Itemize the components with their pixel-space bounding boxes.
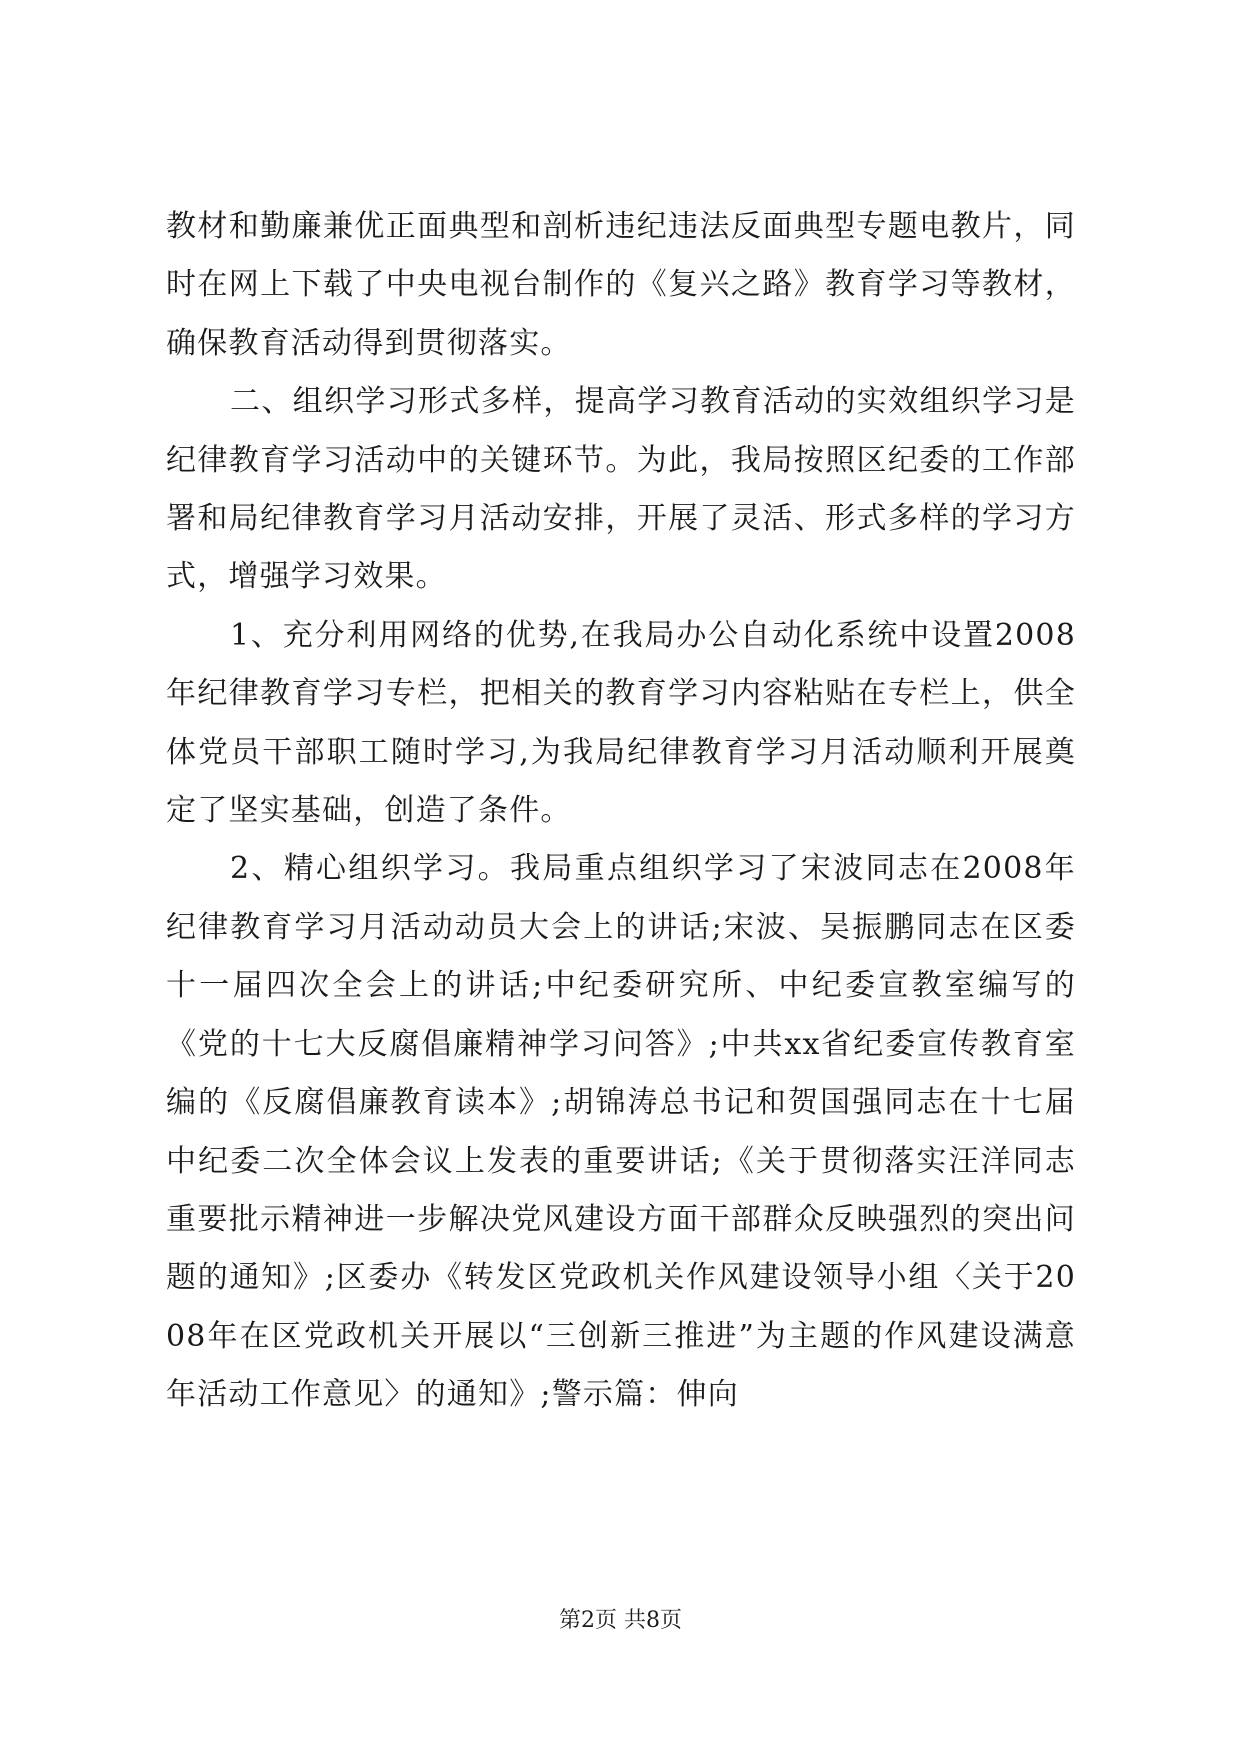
document-body [166,198,1076,1425]
page-footer: 第2页 共8页 [559,1608,682,1633]
paragraph-item-one: 1、充分利用网络的优势,在我局办公自动化系统中设置2008年纪律教育学习专栏，把相关的教育学习内容粘贴在专栏上，供全体党员干部职工随时学习,为我局纪律教育学习月活动顺利开展奠定了坚实基础，创造了条件。 [166,617,1076,829]
paragraph-item-two: 2、精心组织学习。我局重点组织学习了宋波同志在2008年纪律教育学习月活动动员大会上的讲话;宋波、吴振鹏同志在区委十一届四次全会上的讲话;中纪委研究所、中纪委宣教室编写的《党的十七大反腐倡廉精神学习问答》;中共xx省纪委宣传教育室编的《反腐倡廉教育读本》;胡锦涛总书记和贺国强同志在十七届中纪委二次全体会议上发表的重要讲话;《关于贯彻落实汪洋同志重要批示精神进一步解决党风建设方面干部群众反映强烈的突出问题的通知》;区委办《转发区党政机关作风建设领导小组〈关于2008年在区党政机关开展以“三创新三推进”为主题的作风建设满意年活动工作意见〉的通知》;警示篇：伸向 [166,851,1076,1413]
paragraph-continuation: 教材和勤廉兼优正面典型和剖析违纪违法反面典型专题电教片，同时在网上下载了中央电视台制作的《复兴之路》教育学习等教材，确保教育活动得到贯彻落实。 [166,209,1076,361]
paragraph-section-two: 二、组织学习形式多样，提高学习教育活动的实效组织学习是纪律教育学习活动中的关键环节。为此，我局按照区纪委的工作部署和局纪律教育学习月活动安排，开展了灵活、形式多样的学习方式，增强学习效果。 [166,384,1076,595]
